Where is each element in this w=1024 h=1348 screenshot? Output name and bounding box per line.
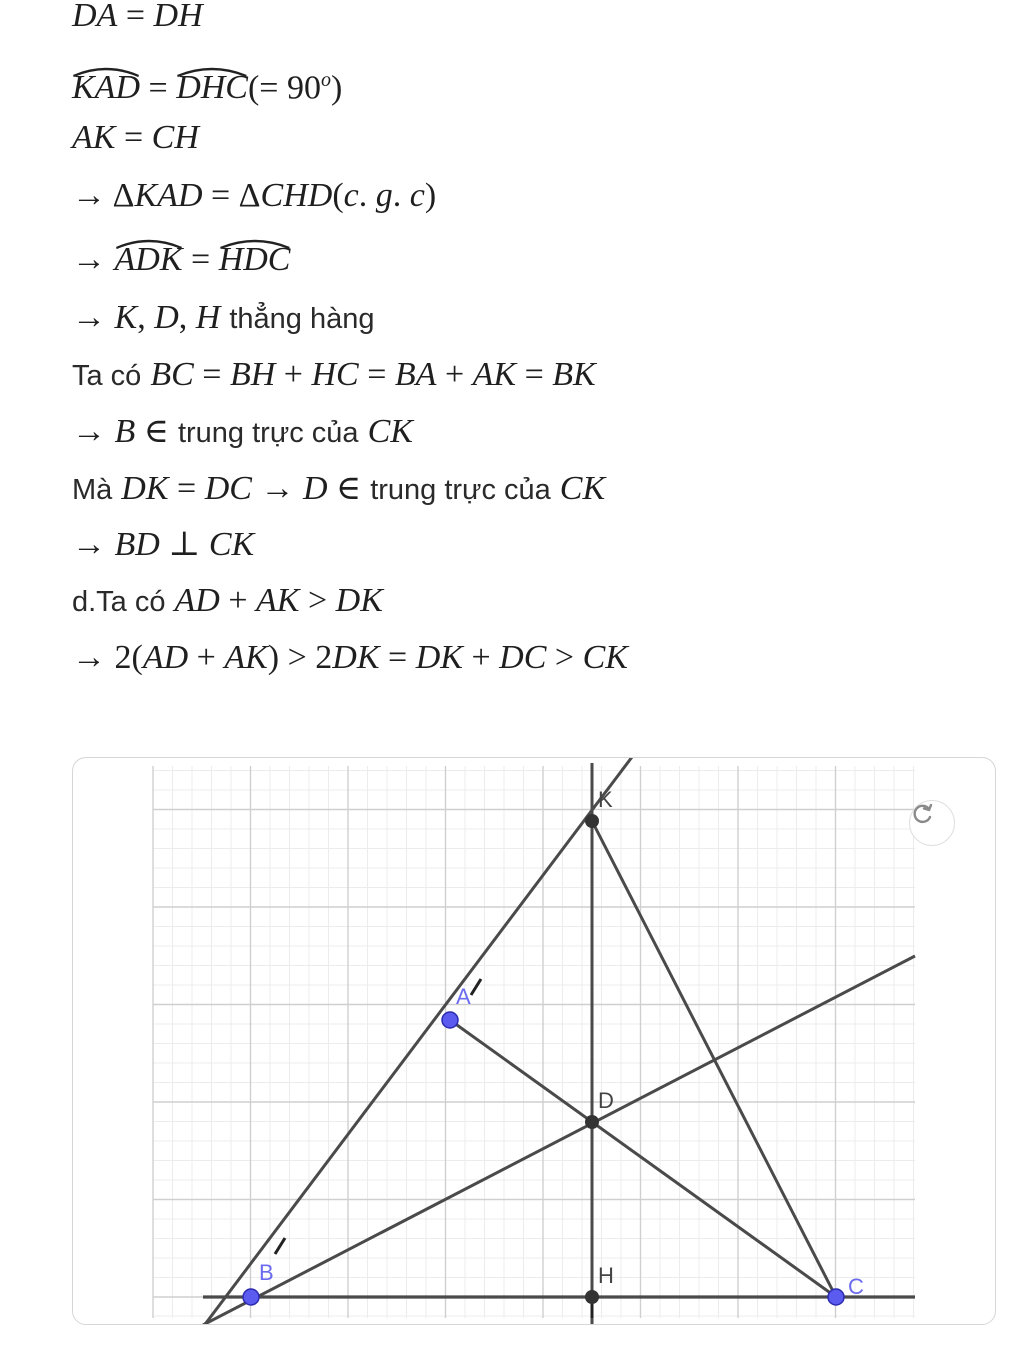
line-ac[interactable] [450, 1020, 836, 1297]
figure-canvas[interactable] [73, 758, 995, 1324]
proof-line-12: → 2(AD + AK) > 2DK = DK + DC > CK [72, 639, 628, 676]
label-b: B [259, 1260, 274, 1285]
tick-mark-ak [471, 979, 481, 995]
label-h: H [598, 1263, 614, 1288]
point-k[interactable] [585, 814, 599, 828]
label-a: A [456, 984, 471, 1009]
text-ma: Mà [72, 474, 113, 506]
label-d: D [598, 1088, 614, 1113]
text-thang-hang: thẳng hàng [229, 303, 375, 335]
line-bk[interactable] [203, 758, 638, 1324]
proof-line-4: → ΔKAD = ΔCHD(c. g. c) [72, 177, 437, 214]
proof-line-9: Mà DK = DC → D ∈ trung trực của CK [72, 469, 605, 510]
text-trung-truc-2: trung trực của [370, 474, 551, 506]
tick-mark-ba [275, 1238, 285, 1254]
point-c[interactable] [828, 1289, 844, 1305]
point-a[interactable] [442, 1012, 458, 1028]
reset-button[interactable] [909, 800, 955, 846]
proof-line-5: → ADK = HDC [72, 241, 291, 278]
line-bd[interactable] [203, 956, 915, 1324]
text-ta-co: Ta có [72, 360, 142, 392]
proof-line-2: KAD = DHC (= $90^o$) [72, 69, 343, 107]
point-h[interactable] [585, 1290, 599, 1304]
grid-minor-lines [153, 766, 915, 1318]
reset-icon [910, 801, 936, 827]
text-trung-truc-1: trung trực của [177, 417, 359, 449]
geometry-figure[interactable] [72, 757, 996, 1325]
point-d[interactable] [585, 1115, 599, 1129]
proof-line-6: → K, D, H thẳng hàng [72, 298, 374, 339]
proof-line-11: d.Ta có AD + AK > DK [72, 581, 383, 622]
proof-line-7: Ta có BC = BH + HC = BA + AK = BK [72, 355, 596, 396]
proof-line-10: → BD ⊥ CK [72, 526, 255, 563]
point-b[interactable] [243, 1289, 259, 1305]
proof-line-1: DA = DH [72, 0, 203, 34]
label-c: C [848, 1274, 864, 1299]
proof-line-3: AK = CH [72, 119, 199, 156]
text-d-ta-co: d.Ta có [72, 586, 166, 618]
label-k: K [598, 787, 613, 812]
proof-line-8: → B ∈ trung trực của CK [72, 412, 413, 453]
